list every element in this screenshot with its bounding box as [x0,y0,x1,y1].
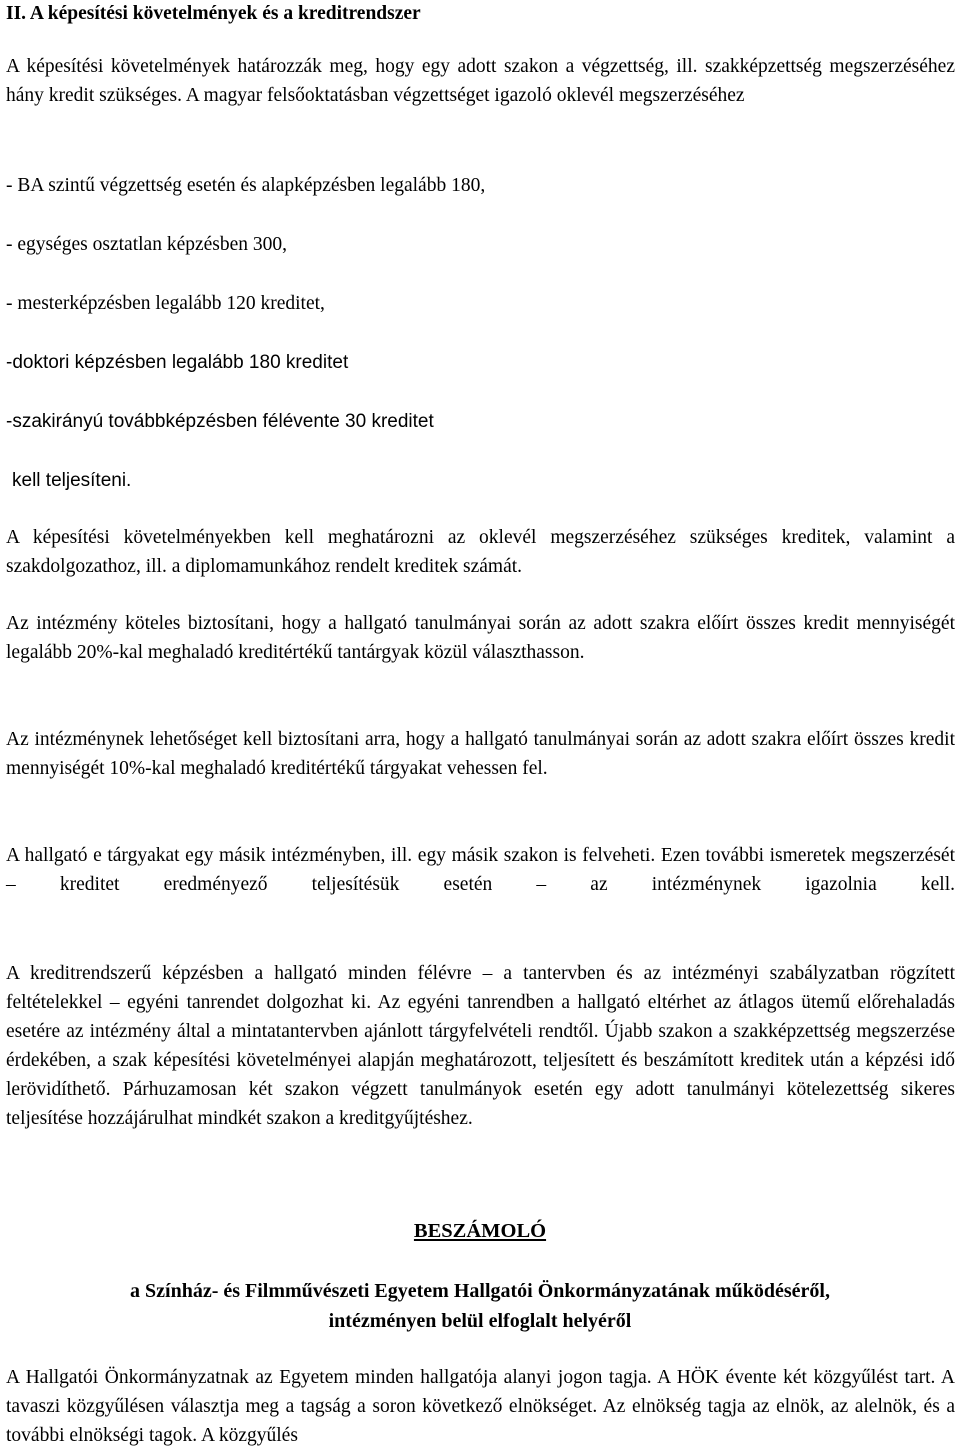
credit-list-item-ba: - BA szintű végzettség esetén és alapképzésben legalább 180, [6,175,486,196]
paragraph-hallgatoi-onkormanyzat: A Hallgatói Önkormányzatnak az Egyetem minden hallgatója alanyi jogon tagja. A HÖK évente két közgyűlést tart. A tavaszi közgyűlésen választja meg a tagság a soron következő elnökséget. Az elnökség tagja az elnök, az alelnök, és a további elnökségi tagok. A közgyűlés [6,1367,955,1446]
paragraph-intezmeny-koteles: Az intézmény köteles biztosítani, hogy a hallgató tanulmányai során az adott szakra előírt összes kredit mennyiségét legalább 20%-kal meghaladó kreditértékű tantárgyak közül választhasson. [6,613,955,663]
paragraph-kepesitesi-kovetelmenyek: A képesítési követelményekben kell meghatározni az oklevél megszerzéséhez szükséges kreditek, valamint a szakdolgozathoz, ill. a diplomamunkához rendelt kreditek számát. [6,527,955,577]
section-heading: II. A képesítési követelmények és a kreditrendszer [6,3,421,24]
paragraph-intezmeny-lehetoseg: Az intézménynek lehetőséget kell biztosítani arra, hogy a hallgató tanulmányai során az adott szakra előírt összes kredit mennyiségét 10%-kal meghaladó kreditértékű tárgyakat vehessen fel. [6,729,955,779]
intro-paragraph: A képesítési követelmények határozzák meg, hogy egy adott szakon a végzettség, ill. szakképzettség megszerzéséhez hány kredit szükséges. A magyar felsőoktatásban végzettséget igazoló oklevél megszerzéséhez [6,56,955,106]
report-subtitle-line2: intézményen belül elfoglalt helyéről [328,1310,632,1332]
credit-list-item-doktori: -doktori képzésben legalább 180 kreditet [6,352,349,373]
list-conclusion: kell teljesíteni. [12,470,132,491]
paragraph-masik-intezmeny: A hallgató e tárgyakat egy másik intézményben, ill. egy másik szakon is felveheti. Ezen további ismeretek megszerzését – kreditet eredményező teljesítésük esetén – az intézménynek igazolnia kell. [6,845,955,895]
credit-list-item-szakiranyu: -szakirányú továbbképzésben félévente 30 kreditet [6,411,434,432]
paragraph-kreditrendszer: A kreditrendszerű képzésben a hallgató minden félévre – a tantervben és az intézményi szabályzatban rögzített feltételekkel – egyéni tanrendet dolgozhat ki. Az egyéni tanrendben a hallgató eltérhet az átlagos ütemű előrehaladás esetére az intézmény által a mintatantervben ajánlott tárgyfelvételi rendtől. Újabb szakon a szakképzettség megszerzése érdekében, a szak képesítési követelményei alapján meghatározott, teljesített és beszámított kreditek után a képzési idő lerövidíthető. Párhuzamosan két szakon végzett tanulmányok esetén egy adott tanulmányi kötelezettség sikeres teljesítése hozzájárulhat mindkét szakon a kreditgyűjtéshez. [6,963,955,1129]
report-subtitle-line1: a Színház- és Filmművészeti Egyetem Hallgatói Önkormányzatának működéséről, [130,1280,830,1302]
credit-list-item-mester: - mesterképzésben legalább 120 kreditet, [6,293,325,314]
credit-list-item-osztatlan: - egységes osztatlan képzésben 300, [6,234,288,255]
report-title: BESZÁMOLÓ [413,1220,547,1242]
